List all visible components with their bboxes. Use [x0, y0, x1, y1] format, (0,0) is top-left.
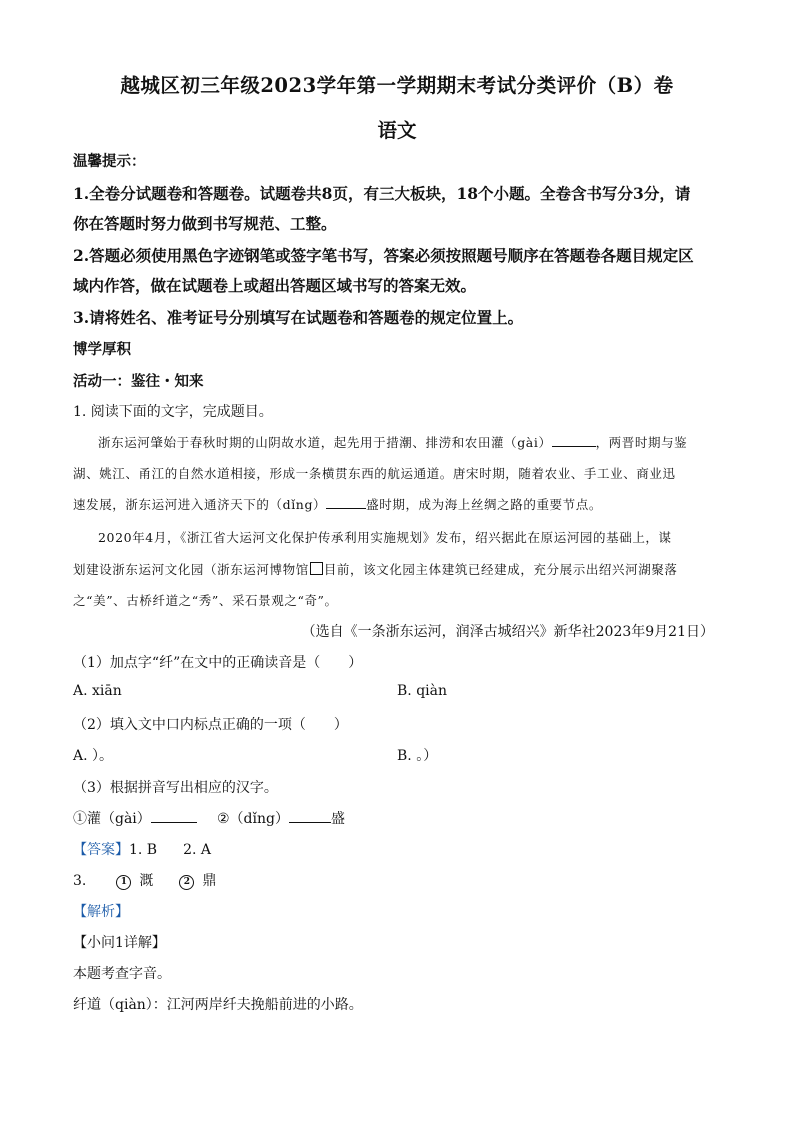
activity-heading: 活动一：鉴往・知来	[73, 373, 204, 390]
passage-line: 划建设浙东运河文化园（浙东运河博物馆 目前，该文化园主体建筑已经建成，充分展示出绍兴河湖聚落	[73, 562, 678, 577]
tip-line-1a: 1.全卷分试题卷和答题卷。试题卷共8页，有三大板块，18个小题。全卷含书写分3分，请	[73, 184, 691, 203]
passage-line: 湖、姚江、甬江的自然水道相接，形成一条横贯东西的航运通道。唐宋时期，随着农业、手工业、商业迅	[73, 466, 676, 481]
analysis-subtitle: 【小问1详解】	[73, 935, 166, 951]
punctuation-box	[310, 562, 323, 575]
option-a: A. ）。	[73, 748, 114, 764]
tip-line-1b: 你在答题时努力做到书写规范、工整。	[73, 214, 337, 233]
answer-blank	[151, 809, 197, 823]
question-1-stem: 1. 阅读下面的文字，完成题目。	[73, 404, 273, 420]
tip-line-3: 3.请将姓名、准考证号分别填写在试题卷和答题卷的规定位置上。	[73, 308, 524, 327]
circled-number-icon: 1	[116, 875, 131, 890]
exam-title: 越城区初三年级2023学年第一学期期末考试分类评价（B）卷	[120, 74, 674, 97]
sub-question-2: （2）填入文中口内标点正确的一项（ ）	[73, 717, 348, 733]
answer-line: 【答案】1. B 2. A	[73, 842, 212, 858]
passage-source: （选自《一条浙东运河，润泽古城绍兴》新华社2023年9月21日）	[301, 624, 714, 640]
fill-item-2: ②（dǐng） 盛	[217, 811, 345, 827]
answer-label: 【答案】	[73, 842, 129, 858]
answer-blank	[552, 433, 596, 447]
passage-line: 浙东运河肇始于春秋时期的山阴故水道，起先用于措潮、排涝和农田灌（gài） ，两晋时期与鉴	[98, 435, 688, 450]
analysis-line: 本题考查字音。	[73, 966, 171, 982]
passage-line: 2020年4月，《浙江省大运河文化保护传承利用实施规划》发布，绍兴据此在原运河园的基础上，谋	[98, 530, 672, 545]
sub-question-3: （3）根据拼音写出相应的汉字。	[73, 780, 278, 796]
tip-line-2a: 2.答题必须使用黑色字迹钢笔或签字笔书写，答案必须按照题号顺序在答题卷各题目规定区	[73, 246, 694, 265]
passage-line: 速发展，浙东运河进入通济天下的（dǐng） 盛时期，成为海上丝绸之路的重要节点。	[73, 497, 602, 512]
tip-line-2b: 域内作答，做在试题卷上或超出答题区域书写的答案无效。	[73, 276, 477, 295]
analysis-label: 【解析】	[73, 904, 129, 920]
circled-number-icon: 2	[179, 875, 194, 890]
answer-blank	[289, 809, 331, 823]
answer-line-3: 3. 1 溉 2 鼎	[73, 873, 217, 889]
subject-title: 语文	[377, 119, 417, 142]
passage-line: 之“美”、古桥纤道之“秀”、采石景观之“奇”。	[73, 593, 338, 608]
option-a: A. xiān	[73, 683, 122, 699]
sub-question-1: （1）加点字“纤”在文中的正确读音是（ ）	[73, 655, 363, 671]
option-b: B. qiàn	[397, 683, 447, 699]
option-b: B. 。）	[397, 748, 438, 764]
answer-blank	[326, 495, 366, 509]
analysis-line: 纤道（qiàn）：江河两岸纤夫挽船前进的小路。	[73, 997, 363, 1013]
fill-item-1: ①灌（gài）	[73, 808, 197, 828]
tips-heading: 温馨提示：	[73, 153, 146, 170]
section-heading: 博学厚积	[73, 341, 131, 358]
